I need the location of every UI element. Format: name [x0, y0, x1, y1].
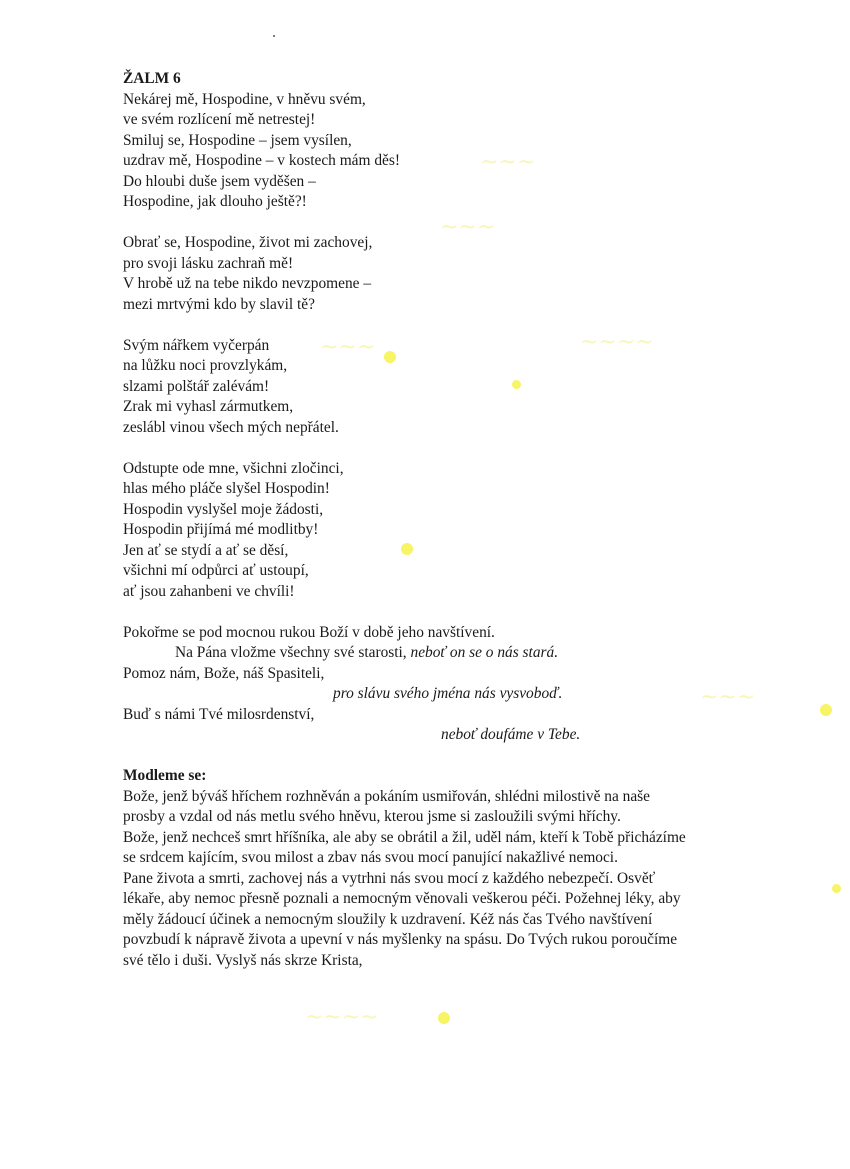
verse-line: Odstupte ode mne, všichni zločinci,	[123, 459, 344, 477]
verse-line: ve svém rozlícení mě netrestej!	[123, 111, 316, 128]
verse-line: Hospodine, jak dlouho ještě?!	[123, 193, 307, 210]
prayer-text	[123, 787, 803, 972]
verse-line: V hrobě už na tebe nikdo nevzpomene –	[123, 275, 372, 292]
show-through-dot	[438, 1012, 450, 1024]
verse-line: Zrak mi vyhasl zármutkem,	[123, 398, 294, 415]
prayer-line: své tělo i duši. Vyslyš nás skrze Krista,	[123, 951, 363, 969]
verse-line: uzdrav mě, Hospodine – v kostech mám děs!	[123, 152, 400, 169]
prayer-line: Pane života a smrti, zachovej nás a vytrhni nás svou mocí z každého nebezpečí. Osvěť	[123, 869, 656, 887]
show-through-dot	[820, 704, 832, 716]
verse-line: hlas mého pláče slyšel Hospodin!	[123, 480, 330, 497]
verse-line: Hospodin vyslyšel moje žádosti,	[123, 500, 324, 518]
response-line: Buď s námi Tvé milosrdenství,	[123, 705, 315, 723]
verse-line: pro svoji lásku zachraň mě!	[123, 254, 294, 272]
verse-line: na lůžku noci provzlykám,	[123, 357, 288, 374]
verse-line: slzami polštář zalévám!	[123, 377, 270, 395]
show-through-dot	[832, 884, 841, 893]
show-through-mark: ~~~	[480, 150, 536, 175]
psalm-text	[123, 69, 803, 971]
verse-line: Nekárej mě, Hospodine, v hněvu svém,	[123, 90, 366, 108]
show-through-mark: ~~~~	[305, 1005, 379, 1030]
stanza-4	[123, 459, 803, 603]
verse-line: Svým nářkem vyčerpán	[123, 336, 270, 354]
prayer-line: lékaře, aby nemoc přesně poznali a nemocným věnovali veškerou péči. Požehnej léky, aby	[123, 890, 681, 907]
response-text: Na Pána vložme všechny své starosti,	[175, 644, 411, 661]
stanza-1	[123, 90, 803, 213]
show-through-mark: ~~~	[320, 335, 376, 360]
response-italic: pro slávu svého jména nás vysvoboď.	[333, 685, 563, 702]
show-through-mark: ~~~~	[580, 330, 654, 355]
verse-line: Smiluj se, Hospodine – jsem vysílen,	[123, 131, 352, 149]
verse-line: mezi mrtvými kdo by slavil tě?	[123, 295, 315, 313]
verse-line: ať jsou zahanbeni ve chvíli!	[123, 582, 295, 600]
prayer-line: měly žádoucí účinek a nemocným sloužily k uzdravení. Kéž nás čas Tvého navštívení	[123, 910, 653, 928]
response-line: Pomoz nám, Bože, náš Spasiteli,	[123, 664, 325, 682]
stanza-2	[123, 233, 803, 315]
prayer-line: Bože, jenž býváš hříchem rozhněván a pokáním usmiřován, shlédni milostivě na naše	[123, 787, 650, 805]
prayer-line: povzbudí k nápravě života a upevní v nás myšlenky na spásu. Do Tvých rukou poroučíme	[123, 931, 678, 948]
verse-line: Hospodin přijímá mé modlitby!	[123, 521, 319, 538]
prayer-heading: Modleme se:	[123, 767, 207, 784]
response-line: Pokořme se pod mocnou rukou Boží v době jeho navštívení.	[123, 623, 495, 641]
scan-speck	[273, 35, 275, 37]
responsory	[123, 623, 803, 746]
psalm-title: ŽALM 6	[123, 70, 181, 87]
response-line	[123, 684, 803, 705]
prayer-line: se srdcem kajícím, svou milost a zbav nás svou mocí panující nakažlivé nemoci.	[123, 849, 618, 866]
response-italic: neboť doufáme v Tebe.	[441, 726, 581, 743]
show-through-mark: ~~~	[700, 685, 756, 710]
verse-line: zeslábl vinou všech mých nepřátel.	[123, 418, 339, 436]
verse-line: všichni mí odpůrci ať ustoupí,	[123, 562, 309, 579]
response-line	[123, 643, 803, 664]
prayer-line: prosby a vzdal od nás metlu svého hněvu, kterou jsme si zasloužili svými hříchy.	[123, 808, 621, 825]
stanza-3	[123, 336, 803, 439]
prayer-line: Bože, jenž nechceš smrt hříšníka, ale aby se obrátil a žil, uděl nám, kteří k Tobě přicházíme	[123, 828, 686, 846]
verse-line: Obrať se, Hospodine, život mi zachovej,	[123, 234, 373, 251]
response-line	[123, 725, 803, 746]
verse-line: Do hloubi duše jsem vyděšen –	[123, 172, 316, 190]
response-italic: neboť on se o nás stará.	[410, 644, 559, 661]
verse-line: Jen ať se stydí a ať se děsí,	[123, 541, 289, 559]
show-through-mark: ~~~	[440, 215, 496, 240]
